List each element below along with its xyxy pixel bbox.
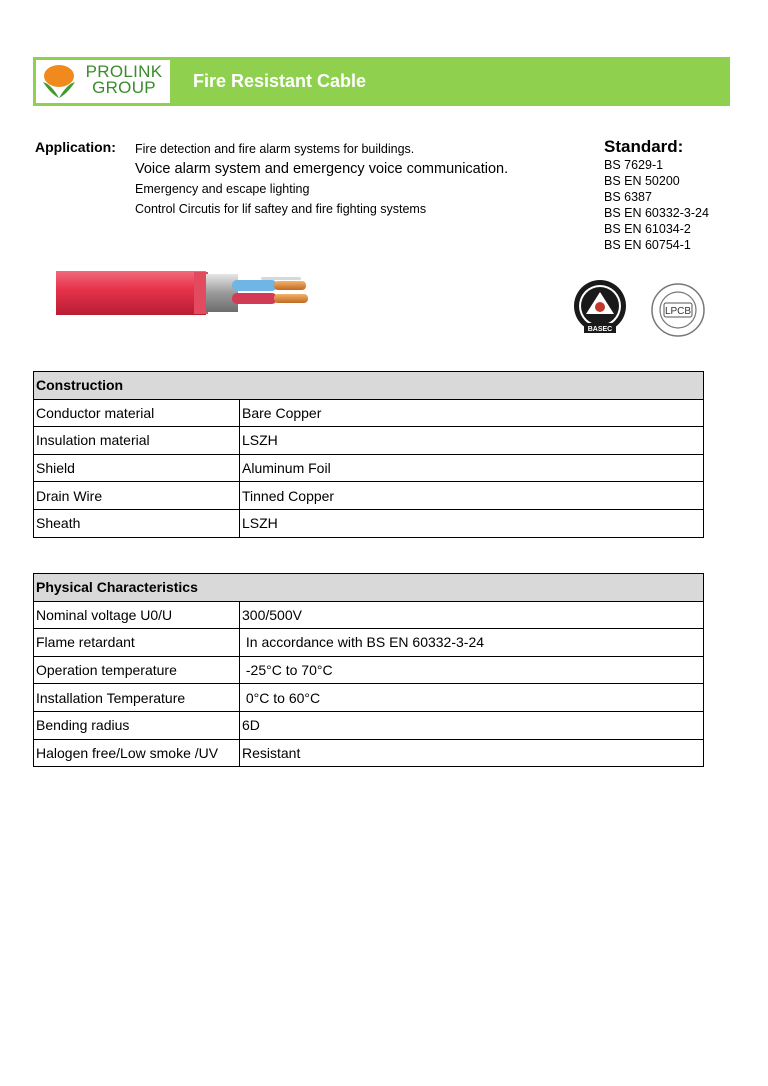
application-item: Fire detection and fire alarm systems for buildings.	[135, 142, 415, 156]
header-bar	[33, 57, 730, 106]
application-item: Voice alarm system and emergency voice communication.	[135, 161, 509, 177]
construction-value: LSZH	[240, 427, 704, 455]
application-list	[135, 139, 508, 219]
logo-line-1: PROLINK	[85, 62, 163, 81]
construction-key: Insulation material	[34, 427, 240, 455]
physical-key: Nominal voltage U0/U	[34, 601, 240, 629]
table-row	[34, 711, 704, 739]
basec-certification-icon	[571, 280, 631, 336]
construction-value: LSZH	[240, 509, 704, 537]
physical-key: Flame retardant	[34, 629, 240, 657]
construction-key: Sheath	[34, 509, 240, 537]
logo-text	[79, 64, 169, 96]
standard-item: BS 7629-1	[604, 158, 664, 172]
physical-value: Resistant	[240, 739, 704, 767]
standard-item: BS EN 60332-3-24	[604, 206, 709, 220]
table-row	[34, 454, 704, 482]
application-label: Application:	[35, 139, 116, 155]
standard-item: BS EN 50200	[604, 174, 680, 188]
table-row	[34, 739, 704, 767]
page-title: Fire Resistant Cable	[193, 71, 367, 91]
table-row	[34, 427, 704, 455]
construction-key: Conductor material	[34, 399, 240, 427]
physical-key: Operation temperature	[34, 656, 240, 684]
construction-heading: Construction	[34, 372, 704, 400]
physical-value: In accordance with BS EN 60332-3-24	[240, 629, 704, 657]
table-row	[34, 684, 704, 712]
standard-title: Standard:	[604, 137, 684, 156]
physical-value: 0°C to 60°C	[240, 684, 704, 712]
physical-heading: Physical Characteristics	[34, 574, 704, 602]
lpcb-certification-icon	[650, 282, 706, 338]
physical-key: Halogen free/Low smoke /UV	[34, 739, 240, 767]
application-item: Control Circutis for lif saftey and fire fighting systems	[135, 202, 427, 216]
company-logo	[36, 60, 170, 103]
construction-key: Drain Wire	[34, 482, 240, 510]
table-row	[34, 509, 704, 537]
construction-value: Aluminum Foil	[240, 454, 704, 482]
table-row	[34, 399, 704, 427]
standard-list	[604, 157, 709, 253]
physical-value: 300/500V	[240, 601, 704, 629]
table-header-row	[34, 574, 704, 602]
construction-table	[33, 371, 704, 538]
table-row	[34, 629, 704, 657]
physical-key: Installation Temperature	[34, 684, 240, 712]
standard-item: BS EN 61034-2	[604, 222, 691, 236]
physical-value: 6D	[240, 711, 704, 739]
physical-key: Bending radius	[34, 711, 240, 739]
logo-line-2: GROUP	[92, 78, 156, 97]
table-row	[34, 482, 704, 510]
physical-characteristics-table	[33, 573, 704, 767]
table-header-row	[34, 372, 704, 400]
physical-value: -25°C to 70°C	[240, 656, 704, 684]
standard-item: BS EN 60754-1	[604, 238, 691, 252]
table-row	[34, 601, 704, 629]
cable-image	[56, 268, 312, 318]
lpcb-label: LPCB	[664, 306, 692, 317]
standard-item: BS 6387	[604, 190, 652, 204]
tulip-logo-icon	[41, 64, 77, 100]
basec-label: BASEC	[587, 326, 613, 333]
construction-key: Shield	[34, 454, 240, 482]
table-row	[34, 656, 704, 684]
construction-value: Bare Copper	[240, 399, 704, 427]
construction-value: Tinned Copper	[240, 482, 704, 510]
application-item: Emergency and escape lighting	[135, 182, 310, 196]
